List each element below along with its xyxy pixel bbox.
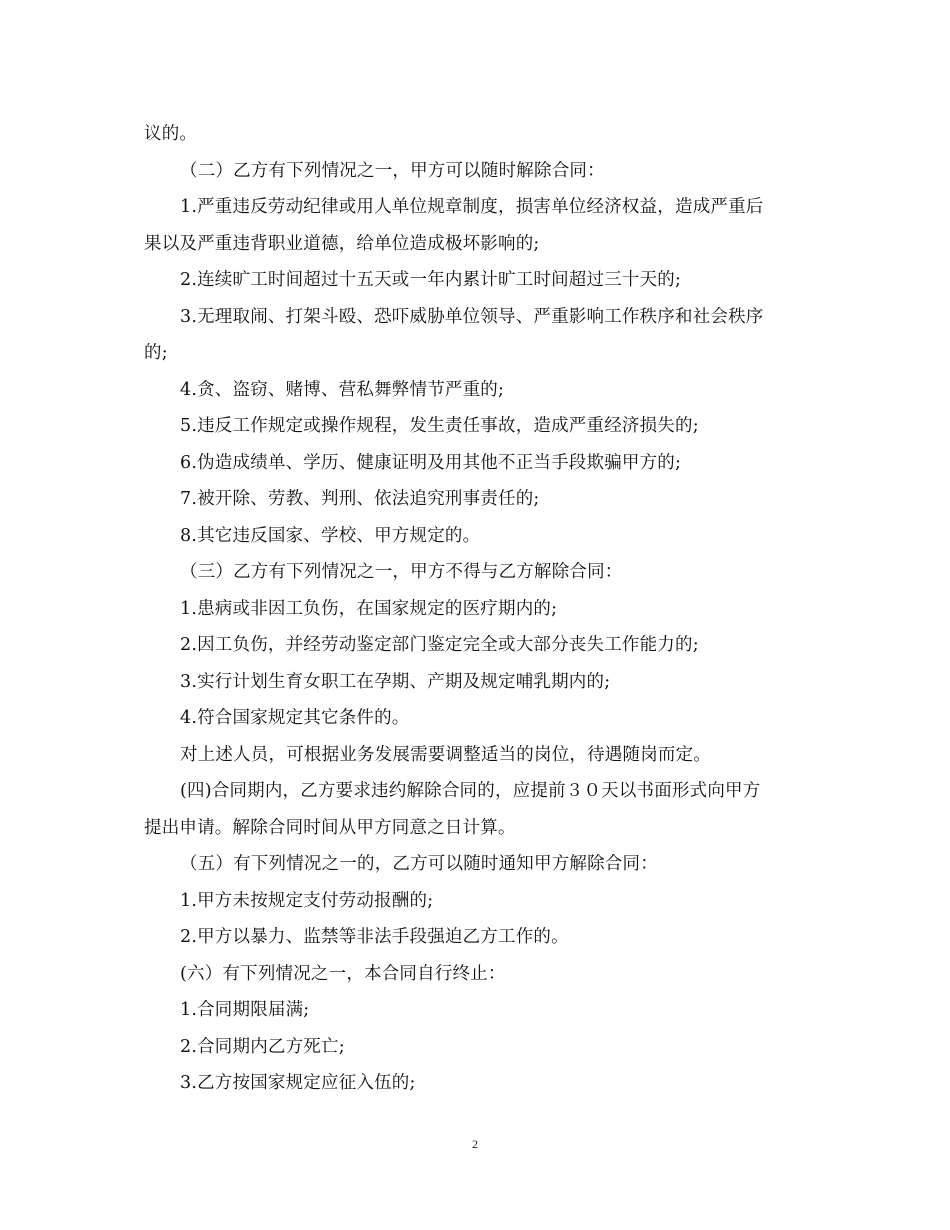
list-item: 3.无理取闹、打架斗殴、恐吓威胁单位领导、严重影响工作秩序和社会秩序 <box>180 306 764 327</box>
section-heading-2: （二）乙方有下列情况之一，甲方可以随时解除合同： <box>180 160 605 181</box>
paragraph: 对上述人员，可根据业务发展需要调整适当的岗位，待遇随岗而定。 <box>180 744 711 765</box>
list-item: 8.其它违反国家、学校、甲方规定的。 <box>180 525 481 546</box>
list-item: 1.合同期限届满; <box>180 1000 310 1020</box>
list-item: 5.违反工作规定或操作规程，发生责任事故，造成严重经济损失的; <box>180 416 699 436</box>
text-line: 果以及严重违背职业道德，给单位造成极坏影响的; <box>144 233 540 254</box>
list-item: 6.伪造成绩单、学历、健康证明及用其他不正当手段欺骗甲方的; <box>180 452 682 473</box>
list-item: 2.因工负伤，并经劳动鉴定部门鉴定完全或大部分丧失工作能力的; <box>180 635 699 655</box>
list-item: 4.符合国家规定其它条件的。 <box>180 708 410 728</box>
section-heading-3: （三）乙方有下列情况之一，甲方不得与乙方解除合同： <box>180 562 623 582</box>
list-item: 2.连续旷工时间超过十五天或一年内累计旷工时间超过三十天的; <box>180 270 682 290</box>
list-item: 1.甲方未按规定支付劳动报酬的; <box>180 890 434 911</box>
text-line: 提出申请。解除合同时间从甲方同意之日计算。 <box>144 817 516 838</box>
list-item: 2.合同期内乙方死亡; <box>180 1036 345 1057</box>
page-number: 2 <box>472 1137 478 1151</box>
list-item: 2.甲方以暴力、监禁等非法手段强迫乙方工作的。 <box>180 927 569 947</box>
document-body <box>144 116 804 1102</box>
text-line: 议的。 <box>144 124 198 144</box>
list-item: 7.被开除、劳教、判刑、依法追究刑事责任的; <box>180 489 540 509</box>
list-item: 4.贪、盗窃、赌博、营私舞弊情节严重的; <box>180 379 505 400</box>
section-heading-4: (四)合同期内，乙方要求违约解除合同的，应提前３０天以书面形式向甲方 <box>180 781 761 801</box>
list-item: 3.乙方按国家规定应征入伍的; <box>180 1073 416 1093</box>
section-heading-5: （五）有下列情况之一的，乙方可以随时通知甲方解除合同： <box>180 854 658 874</box>
text-line: 的; <box>144 343 168 363</box>
list-item: 1.严重违反劳动纪律或用人单位规章制度，损害单位经济权益，造成严重后 <box>180 197 764 217</box>
list-item: 3.实行计划生育女职工在孕期、产期及规定哺乳期内的; <box>180 671 611 692</box>
list-item: 1.患病或非因工负伤，在国家规定的医疗期内的; <box>180 598 558 619</box>
section-heading-6: (六）有下列情况之一，本合同自行终止： <box>180 963 506 984</box>
